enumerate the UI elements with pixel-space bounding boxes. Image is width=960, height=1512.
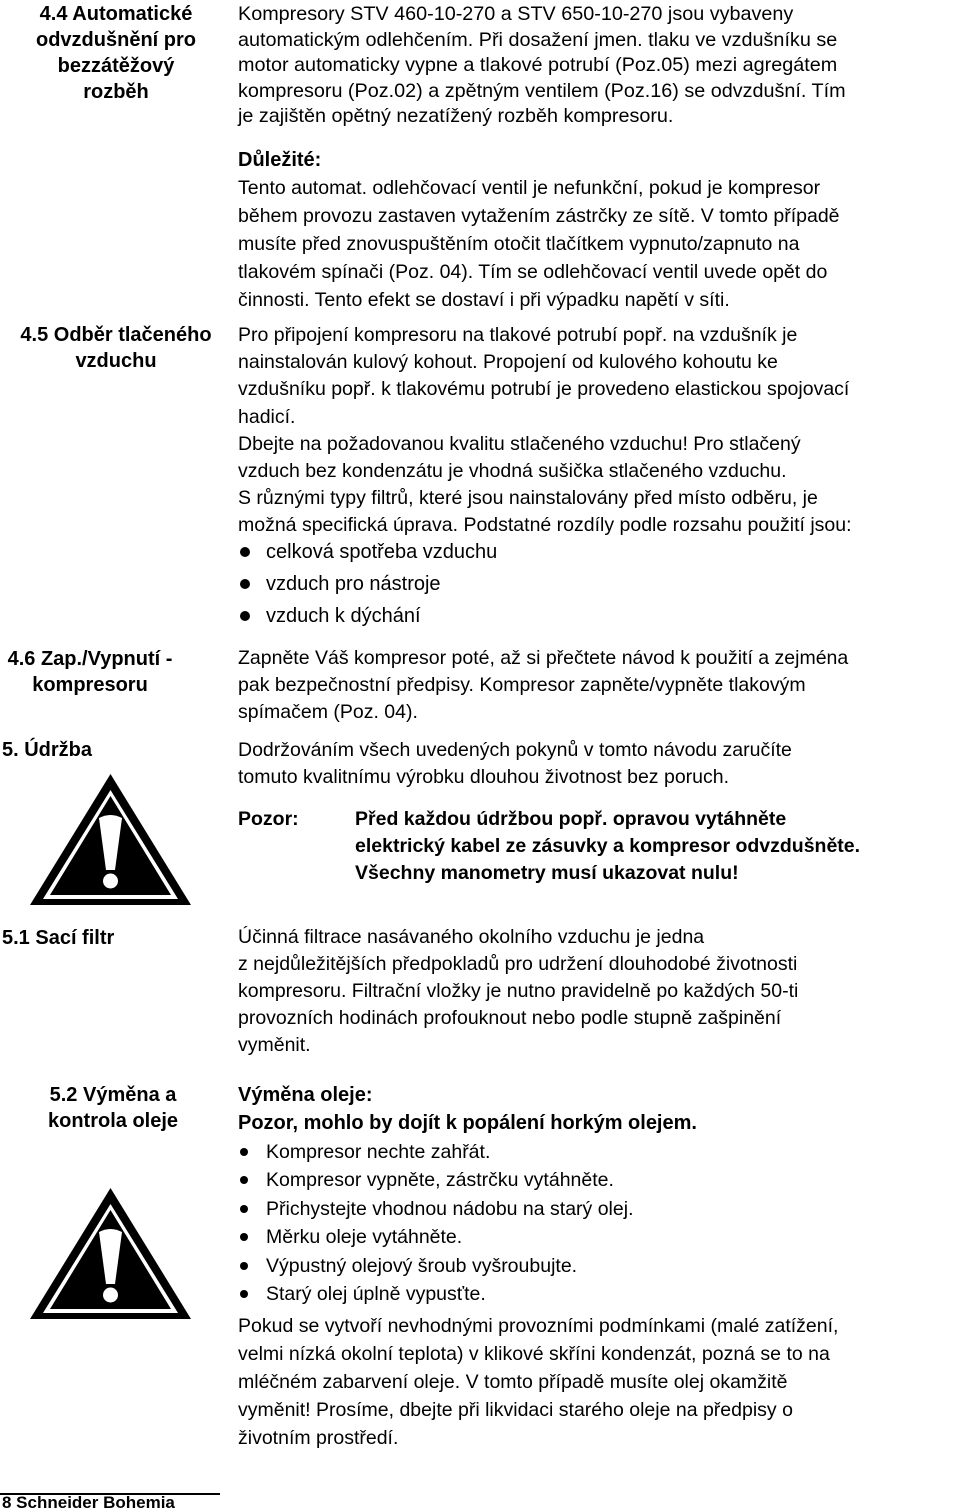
section-text-5: Dodržováním všech uvedených pokynů v tomto návodu zaručíte tomuto kvalitnímu výrobku dlouhou životnost bez poruch. xyxy=(238,739,792,788)
oil-change-heading: Výměna oleje: xyxy=(238,1084,373,1106)
caution-text: Před každou údržbou popř. opravou vytáhněte elektrický kabel ze zásuvky a kompresor odvzdušněte. Všechny manometry musí ukazovat nulu! xyxy=(355,808,861,884)
section-label-4-4: 4.4 Automatické odvzdušnění pro bezzátěžový rozběh xyxy=(36,3,196,103)
warning-triangle-icon xyxy=(28,1186,193,1321)
important-heading: Důležité: xyxy=(238,149,322,171)
list-item: Měrku oleje vytáhněte. xyxy=(238,1223,938,1251)
list-item: celková spotřeba vzduchu xyxy=(238,536,938,568)
section-label-5-2: 5.2 Výměna a kontrola oleje xyxy=(47,1084,179,1132)
list-item: vzduch k dýchání xyxy=(238,600,938,632)
page-footer: 8 Schneider Bohemia xyxy=(2,1493,175,1512)
oil-condensate-text: Pokud se vytvoří nevhodnými provozními podmínkami (malé zatížení, velmi nízká okolní teplota) v klikové skříni kondenzát, pozná se to na mléčném zabarvení oleje. V tomto případě musíte olej okamžitě vyměnit! Prosíme, dbejte při likvidaci starého oleje na předpisy o životním prostředí. xyxy=(238,1315,839,1449)
section-label-5: 5. Údržba xyxy=(2,739,93,761)
section-text-4-6: Zapněte Váš kompresor poté, až si přečtete návod k použití a zejména pak bezpečnostní předpisy. Kompresor zapněte/vypněte tlakovým spímačem (Poz. 04). xyxy=(238,647,849,723)
section-label-4-5: 4.5 Odběr tlačeného vzduchu xyxy=(20,324,212,372)
list-item: Kompresor nechte zahřát. xyxy=(238,1138,938,1166)
warning-triangle-icon xyxy=(28,772,193,907)
caution-label: Pozor: xyxy=(238,808,299,830)
list-item: Starý olej úplně vypusťte. xyxy=(238,1280,938,1308)
air-use-list xyxy=(238,536,938,632)
section-text-4-5: Pro připojení kompresoru na tlakové potrubí popř. na vzdušník je nainstalován kulový kohout. Propojení od kulového kohoutu ke vzdušníku popř. k tlakovému potrubí je provedeno elastickou spojovací hadicí. Dbejte na požadovanou kvalitu stlačeného vzduchu! Pro stlačený vzduch bez kondenzátu je vhodná sušička stlačeného vzduchu. S různými typy filtrů, které jsou nainstalovány před místo odběru, je možná specifická úprava. Podstatné rozdíly podle rozsahu použití jsou: xyxy=(238,324,852,537)
important-text: Tento automat. odlehčovací ventil je nefunkční, pokud je kompresor během provozu zastaven vytažením zástrčky ze sítě. V tomto případě musíte před znovuspuštěním otočit tlačítkem vypnuto/zapnuto na tlakovém spínači (Poz. 04). Tím se odlehčovací ventil uvede opět do činnosti. Tento efekt se dostaví i při výpadku napětí v síti. xyxy=(238,177,840,311)
section-text-4-4: Kompresory STV 460-10-270 a STV 650-10-270 jsou vybaveny automatickým odlehčením. Při dosažení jmen. tlaku ve vzdušníku se motor automaticky vypne a tlakové potrubí (Poz.05) mezi agregátem kompresoru (Poz.02) a zpětným ventilem (Poz.16) se odvzdušní. Tím je zajištěn opětný nezatížený rozběh kompresoru. xyxy=(238,3,846,127)
list-item: vzduch pro nástroje xyxy=(238,568,938,600)
list-item: Výpustný olejový šroub vyšroubujte. xyxy=(238,1252,938,1280)
oil-warning: Pozor, mohlo by dojít k popálení horkým olejem. xyxy=(238,1112,697,1134)
section-label-5-1: 5.1 Sací filtr xyxy=(2,927,115,949)
oil-change-steps xyxy=(238,1138,938,1308)
section-label-4-6: 4.6 Zap./Vypnutí - kompresoru xyxy=(7,648,173,696)
list-item: Kompresor vypněte, zástrčku vytáhněte. xyxy=(238,1166,938,1194)
section-text-5-1: Účinná filtrace nasávaného okolního vzduchu je jedna z nejdůležitějších předpokladů pro udržení dlouhodobé životnosti kompresoru. Filtrační vložky je nutno pravidelně po každých 50-ti provozních hodinách profouknout nebo podle stupně zašpinění vyměnit. xyxy=(238,926,799,1056)
list-item: Přichystejte vhodnou nádobu na starý olej. xyxy=(238,1195,938,1223)
